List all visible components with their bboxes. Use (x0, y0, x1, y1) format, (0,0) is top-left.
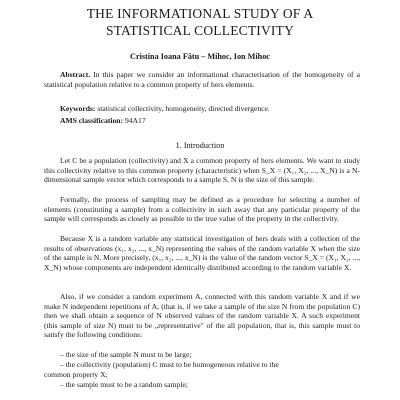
abstract-text: In this paper we consider an informational characterisation of the homogeneity of a statistical population relative to a common property of hers elements. (44, 70, 360, 89)
intro-paragraph-2: Formally, the process of sampling may be defined as a procedure for selecting a number of elements (constituting a sample) from a collectivity in such away that any particular property of the sample will corresponds as closely as possible to the true value of the property in the collectivity. (44, 195, 360, 224)
abstract (44, 70, 360, 89)
authors: Cristina Ioana Fătu – Mihoc, Ion Mihoc (130, 52, 270, 61)
keywords (44, 104, 360, 114)
intro-paragraph-1: Let C be a population (collectivity) and X a common property of hers elements. We want to study this collectivity relative to this common property (characteristic) when S_X = (X₁, X₂, ..., X_N) is a N-dimensional sample vector which corresponds to a sample S, N is the size of this sample. (44, 156, 360, 185)
keywords-label: Keywords: (60, 104, 96, 113)
section-heading: 1. Introduction (175, 141, 225, 150)
condition-sample-size: – the size of the sample N must to be large; (60, 350, 192, 359)
ams-label: AMS classification: (60, 116, 124, 125)
condition-homogeneous-cont: common property X; (44, 370, 108, 379)
keywords-text: statistical collectivity, homogeneity, directed divergence. (95, 104, 270, 113)
ams-classification (44, 116, 360, 126)
intro-paragraph-3: Because X is a random variable any statistical investigation of hers deals with a collection of the results of observations (x₁, x₂, ..., x_N) representing the values of the random variable X when the size of the sample is N. More precisely, (x₁, x₂, ..., x_N) is the value of the random vector S_X = (X₁, X₂, ..., X_N) whose components are independent identically distributed according to the random variable X. (44, 234, 360, 272)
paper-title-line-2: STATISTICAL COLLECTIVITY (105, 23, 295, 38)
intro-paragraph-4: Also, if we consider a random experiment A, connected with this random variable X and if we make N independent repetitions of A, (that is, if we take a sample of the size N from the population C) then we shall obtain a sequence of N observed values of the random variable X. A such experiment (this sample of size N) must to be „representative" of the all population, that is, this sample must to satisfy the following conditions: (44, 292, 360, 340)
ams-code: 94A17 (123, 116, 146, 125)
condition-random-sample: – the sample must to be a random sample; (60, 380, 188, 389)
abstract-label: Abstract. (60, 70, 91, 79)
condition-homogeneous: – the collectivity (population) C must to be homogeneous relative to the (60, 360, 279, 369)
paper-title-line-1: THE INFORMATIONAL STUDY OF A (86, 6, 314, 21)
